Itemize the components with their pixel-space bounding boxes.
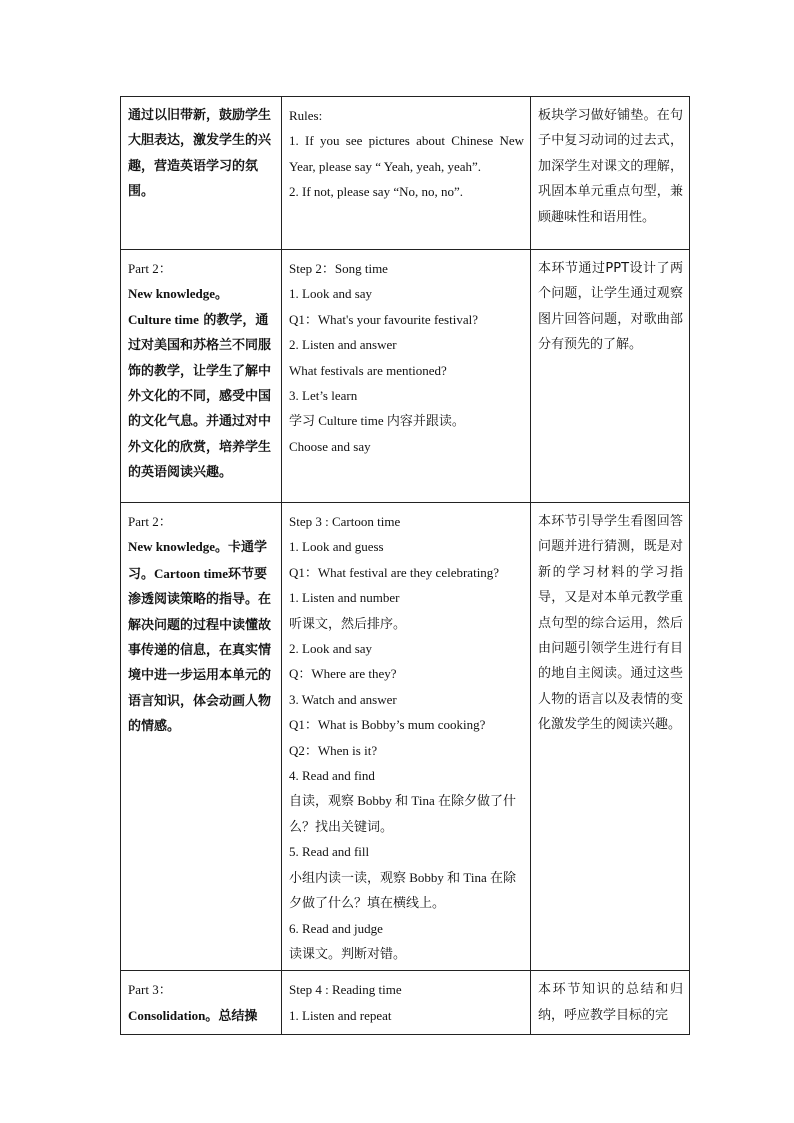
table-row [121, 971, 690, 1035]
part-heading: New knowledge。 [128, 539, 229, 555]
procedure-line: 4. Read and find [289, 768, 375, 784]
aim-cell [121, 971, 282, 1035]
procedure-cell [282, 971, 531, 1035]
aim-text: 的教学，通过对美国和苏格兰不同服饰的教学，让学生了解中外文化的不同，感受中国的文化气息。并通过对中外文化的欣赏，培养学生的英语阅读兴趣。 [128, 312, 272, 481]
procedure-cell [282, 97, 531, 250]
purpose-text: 板块学习做好铺垫。在句子中复习动词的过去式，加深学生对课文的理解，巩固本单元重点句型，兼顾趣味性和语用性。 [538, 108, 683, 225]
section-name: Culture time [128, 311, 199, 327]
purpose-cell [531, 971, 690, 1035]
procedure-line: 读课文。判断对错。 [289, 945, 407, 961]
table-row [121, 97, 690, 250]
procedure-line: 1. Listen and number [289, 590, 400, 606]
part-heading: Consolidation。 [128, 1007, 219, 1023]
purpose-cell [531, 250, 690, 503]
procedure-line: What festivals are mentioned? [289, 362, 447, 378]
table-row [121, 503, 690, 971]
purpose-text: 本环节引导学生看图回答问题并进行猜测，既是对新的学习材料的学习指导，又是对本单元教学重点句型的综合运用，然后由问题引领学生进行有目的地自主阅读。通过这些人物的语言以及表情的变化激发学生的阅读兴趣。 [538, 514, 683, 733]
procedure-line: Q1：What's your favourite festival? [289, 311, 478, 327]
purpose-cell [531, 503, 690, 971]
procedure-line: 1. If you see pictures about Chinese New Year, please say “ Yeah, yeah, yeah”. [289, 133, 527, 174]
procedure-line: Choose and say [289, 438, 371, 454]
purpose-cell [531, 97, 690, 250]
aim-text: 通过以旧带新，鼓励学生大胆表达，激发学生的兴趣，营造英语学习的氛围。 [128, 108, 272, 200]
aim-cell [121, 503, 282, 971]
procedure-cell [282, 250, 531, 503]
procedure-line: 2. If not, please say “No, no, no”. [289, 184, 464, 200]
procedure-line: 1. Listen and repeat [289, 1007, 392, 1023]
procedure-line: Step 4 : Reading time [289, 982, 402, 998]
procedure-line: 听课文，然后排序。 [289, 615, 407, 631]
procedure-line: Q1：What is Bobby’s mum cooking? [289, 717, 486, 733]
procedure-line: 学习 Culture time 内容并跟读。 [289, 413, 465, 429]
procedure-line: Step 2：Song time [289, 261, 388, 276]
procedure-line: Q：Where are they? [289, 666, 397, 682]
lesson-plan-table [120, 96, 690, 1035]
procedure-line: 1. Look and say [289, 286, 373, 302]
procedure-line: 6. Read and judge [289, 920, 383, 936]
aim-cell [121, 97, 282, 250]
aim-text: 总结操 [218, 1008, 258, 1024]
procedure-line: 小组内读一读，观察 Bobby 和 Tina 在除夕做了什么？填在横线上。 [289, 869, 517, 911]
procedure-line: 1. Look and guess [289, 539, 384, 555]
procedure-line: Rules: [289, 108, 323, 123]
part-heading: New knowledge。 [128, 286, 229, 302]
procedure-line: 2. Look and say [289, 641, 373, 657]
aim-lead: 卡通学习。 [128, 540, 268, 582]
procedure-line: Step 3 : Cartoon time [289, 514, 401, 529]
section-name: Cartoon time [154, 565, 229, 581]
procedure-line: 3. Watch and answer [289, 691, 397, 707]
purpose-text: 本环节知识的总结和归纳，呼应教学目标的完 [538, 982, 683, 1023]
procedure-line: Q2：When is it? [289, 742, 378, 758]
part-label: Part 2： [128, 514, 172, 529]
table-row [121, 250, 690, 503]
aim-cell [121, 250, 282, 503]
procedure-line: 5. Read and fill [289, 844, 370, 860]
part-label: Part 3： [128, 982, 172, 998]
procedure-cell [282, 503, 531, 971]
procedure-line: Q1：What festival are they celebrating? [289, 564, 500, 580]
part-label: Part 2： [128, 261, 172, 276]
aim-text: 环节要渗透阅读策略的指导。在解决问题的过程中读懂故事传递的信息，在真实情境中进一步运用本单元的语言知识，体会动画人物的情感。 [128, 566, 272, 735]
procedure-line: 3. Let’s learn [289, 388, 358, 404]
procedure-line: 2. Listen and answer [289, 337, 397, 353]
procedure-line: 自读，观察 Bobby 和 Tina 在除夕做了什么？找出关键词。 [289, 793, 517, 834]
purpose-text: 本环节通过PPT设计了两个问题，让学生通过观察图片回答问题，对歌曲部分有预先的了解。 [538, 261, 683, 353]
